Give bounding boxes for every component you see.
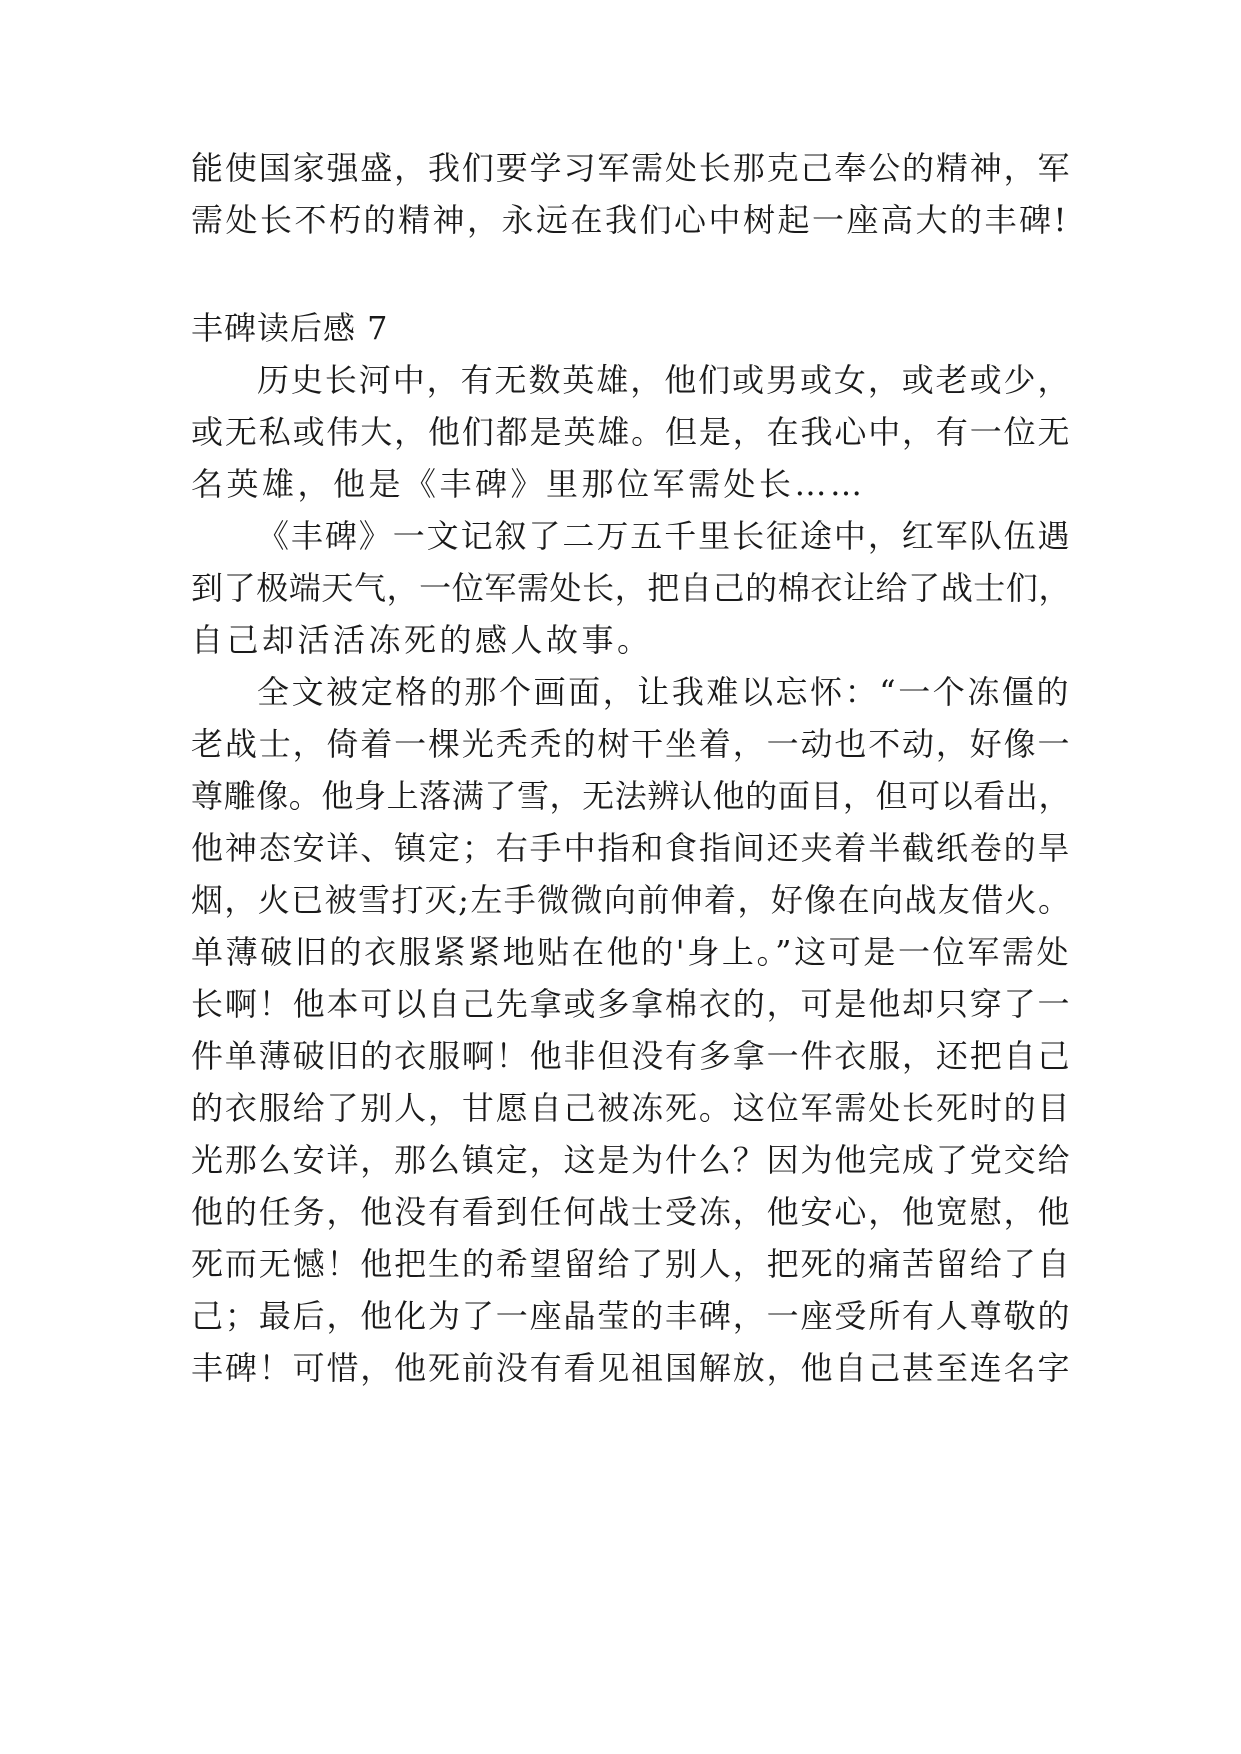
paragraph-line: 件单薄破旧的衣服啊！他非但没有多拿一件衣服，还把自己 — [191, 1037, 1071, 1075]
paragraph-line: 老战士，倚着一棵光秃秃的树干坐着，一动也不动，好像一 — [191, 725, 1071, 763]
paragraph-line: 单薄破旧的衣服紧紧地贴在他的'身上。”这可是一位军需处 — [191, 933, 1071, 971]
intro-line: 需处长不朽的精神，永远在我们心中树起一座高大的丰碑! — [191, 201, 1069, 239]
paragraph-line: 名英雄，他是《丰碑》里那位军需处长…… — [191, 465, 866, 503]
paragraph-line: 尊雕像。他身上落满了雪，无法辨认他的面目，但可以看出， — [191, 777, 1071, 815]
paragraph-line: 到了极端天气，一位军需处长，把自己的棉衣让给了战士们， — [191, 569, 1071, 607]
paragraph-line: 全文被定格的那个画面，让我难以忘怀：“一个冻僵的 — [257, 673, 1071, 711]
section-title: 丰碑读后感 7 — [191, 309, 389, 347]
paragraph-line: 光那么安详，那么镇定，这是为什么？因为他完成了党交给 — [191, 1141, 1071, 1179]
paragraph-line: 《丰碑》一文记叙了二万五千里长征途中，红军队伍遇 — [257, 517, 1071, 555]
paragraph-line: 丰碑！可惜，他死前没有看见祖国解放，他自己甚至连名字 — [191, 1349, 1071, 1387]
paragraph-line: 或无私或伟大，他们都是英雄。但是，在我心中，有一位无 — [191, 413, 1071, 451]
paragraph-line: 己；最后，他化为了一座晶莹的丰碑，一座受所有人尊敬的 — [191, 1297, 1071, 1335]
paragraph-line: 历史长河中，有无数英雄，他们或男或女，或老或少， — [257, 361, 1071, 399]
paragraph-line: 长啊！他本可以自己先拿或多拿棉衣的，可是他却只穿了一 — [191, 985, 1071, 1023]
intro-line: 能使国家强盛，我们要学习军需处长那克己奉公的精神，军 — [191, 149, 1071, 187]
paragraph-line: 自己却活活冻死的感人故事。 — [191, 621, 653, 659]
paragraph-line: 他神态安详、镇定；右手中指和食指间还夹着半截纸卷的旱 — [191, 829, 1071, 867]
paragraph-line: 的衣服给了别人，甘愿自己被冻死。这位军需处长死时的目 — [191, 1089, 1071, 1127]
paragraph-line: 他的任务，他没有看到任何战士受冻，他安心，他宽慰，他 — [191, 1193, 1071, 1231]
paragraph-line: 死而无憾！他把生的希望留给了别人，把死的痛苦留给了自 — [191, 1245, 1071, 1283]
paragraph-line: 烟，火已被雪打灭;左手微微向前伸着，好像在向战友借火。 — [191, 881, 1071, 919]
